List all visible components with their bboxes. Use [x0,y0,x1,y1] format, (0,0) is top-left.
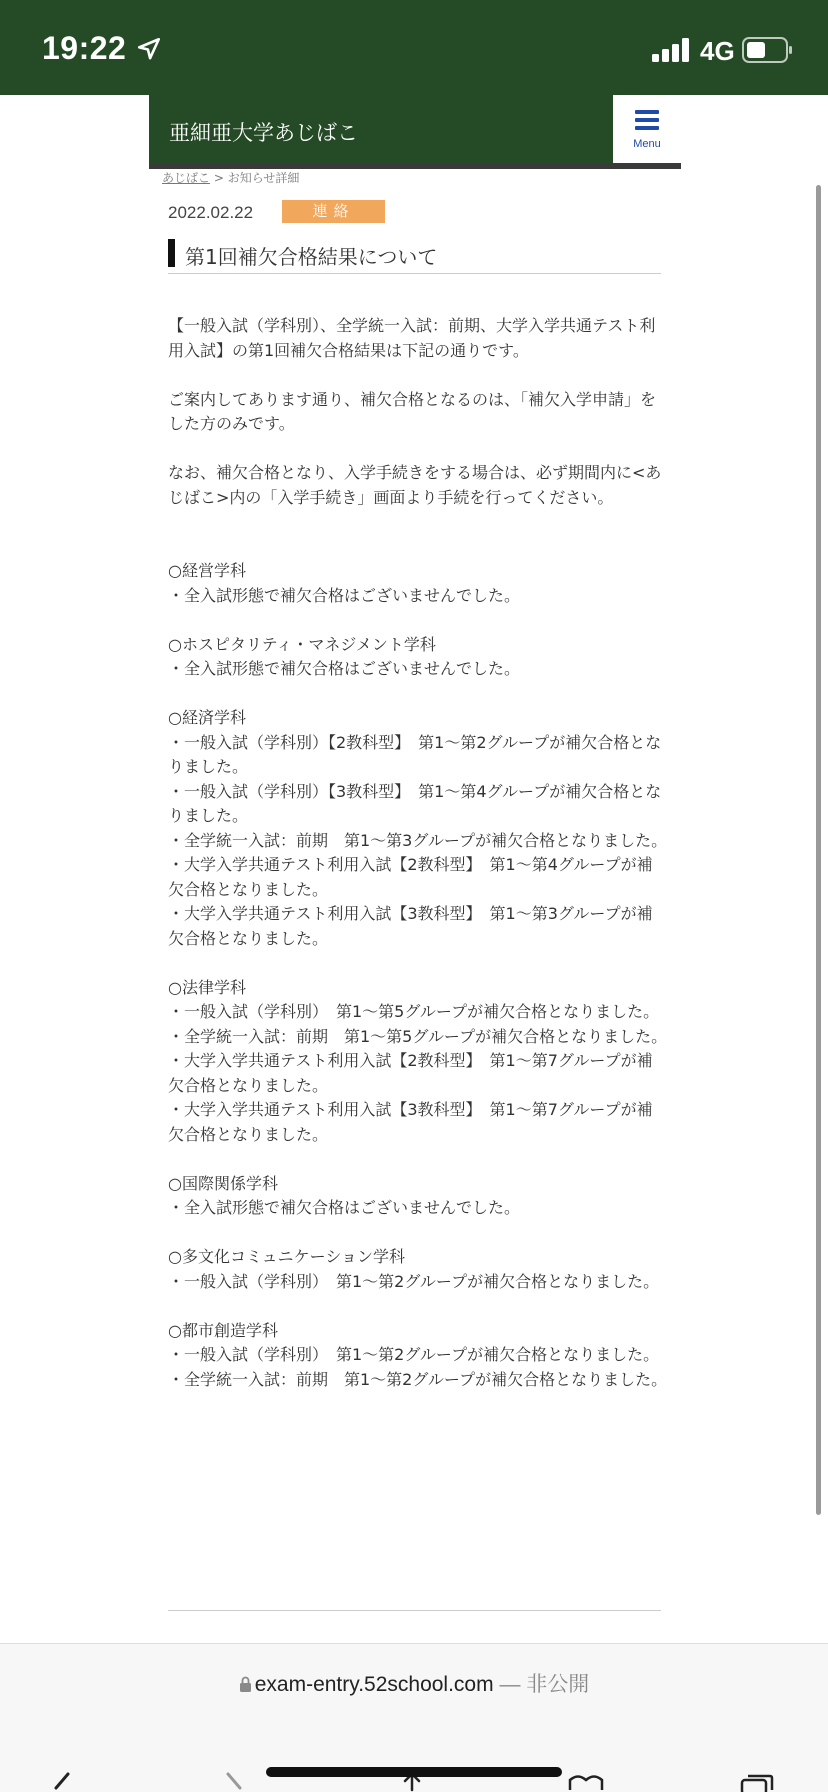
result-line: ・一般入試（学科別） 第1〜第2グループが補欠合格となりました。 [168,1345,660,1364]
result-line: ・全学統一入試：前期 第1〜第3グループが補欠合格となりました。 [168,830,668,850]
forward-icon[interactable] [218,1772,258,1792]
intro-paragraph: なお、補欠合格となり、入学手続きをする場合は、必ず期間内に<あじばこ>内の「入学手続き」画面より手続を行ってください。 [168,463,662,507]
result-line: ・一般入試（学科別）【2教科型】 第1〜第2グループが補欠合格となりました。 [168,732,662,776]
department-heading: ○国際関係学科 [168,1173,278,1193]
menu-label: Menu [633,138,661,150]
home-indicator [266,1767,562,1777]
department-heading: ○多文化コミュニケーション学科 [168,1247,406,1266]
back-icon[interactable] [46,1772,86,1792]
department-heading: ○法律学科 [168,977,246,997]
result-line: ・全入試形態で補欠合格はございませんでした。 [168,585,521,605]
breadcrumb [162,169,299,186]
url-text: exam-entry.52school.com [254,1673,494,1696]
privacy-label: — 非公開 [499,1673,590,1696]
category-badge: 連絡 [282,200,385,223]
department-heading: ○都市創造学科 [168,1320,278,1340]
result-line: ・全学統一入試：前期 第1〜第5グループが補欠合格となりました。 [168,1026,668,1046]
scrollbar[interactable] [816,185,821,1515]
result-line: ・一般入試（学科別）【3教科型】 第1〜第4グループが補欠合格となりました。 [168,781,662,825]
battery-icon [742,37,794,63]
intro-paragraph: ご案内してあります通り、補欠合格となるのは、「補欠入学申請」をした方のみです。 [168,389,657,433]
department-heading: ○経済学科 [168,708,246,727]
location-arrow-icon [136,36,162,62]
lock-icon [239,1676,252,1692]
hamburger-icon [635,110,659,130]
post-date: 2022.02.22 [168,203,254,222]
intro-paragraph: 【一般入試（学科別）、全学統一入試：前期、大学入学共通テスト利用入試】の第1回補欠合格結果は下記の通りです。 [168,316,656,360]
title-marker [168,239,175,267]
status-bar [0,0,828,95]
site-header [149,95,681,163]
result-line: ・大学入学共通テスト利用入試【3教科型】 第1〜第7グループが補欠合格となりました。 [168,1100,653,1144]
browser-toolbar [0,1643,828,1792]
footer-divider [168,1610,661,1611]
bookmarks-icon[interactable] [566,1772,606,1792]
result-line: ・全学統一入試：前期 第1〜第2グループが補欠合格となりました。 [168,1369,668,1389]
status-time: 19:22 [42,30,127,66]
tabs-icon[interactable] [738,1772,778,1792]
result-line: ・全入試形態で補欠合格はございませんでした。 [168,1198,521,1217]
result-line: ・一般入試（学科別） 第1〜第5グループが補欠合格となりました。 [168,1002,660,1021]
department-heading: ○経営学科 [168,561,246,580]
network-type: 4G [700,36,735,66]
title-divider [168,273,661,274]
breadcrumb-current: お知らせ詳細 [227,171,300,185]
menu-button[interactable] [613,95,681,163]
page-title: 第1回補欠合格結果について [185,245,438,269]
result-line: ・大学入学共通テスト利用入試【2教科型】 第1〜第4グループが補欠合格となりました。 [168,855,653,899]
result-line: ・全入試形態で補欠合格はございませんでした。 [168,659,521,678]
result-line: ・大学入学共通テスト利用入試【3教科型】 第1〜第3グループが補欠合格となりました。 [168,904,653,948]
signal-icon [652,38,690,62]
result-line: ・大学入学共通テスト利用入試【2教科型】 第1〜第7グループが補欠合格となりました。 [168,1051,653,1095]
site-title[interactable]: 亜細亜大学あじばこ [169,121,358,145]
breadcrumb-separator: > [213,171,224,185]
department-heading: ○ホスピタリティ・マネジメント学科 [168,634,436,654]
article-body [168,314,668,1392]
address-bar[interactable] [0,1668,828,1698]
breadcrumb-home-link[interactable]: あじばこ [162,171,211,185]
result-line: ・一般入試（学科別） 第1〜第2グループが補欠合格となりました。 [168,1271,660,1291]
